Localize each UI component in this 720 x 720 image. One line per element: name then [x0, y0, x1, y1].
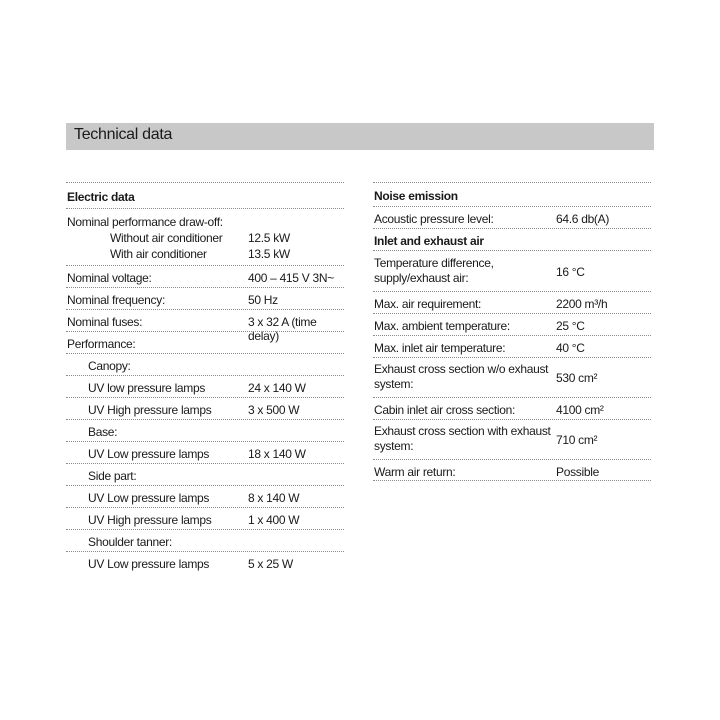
base-label: Base:: [88, 425, 118, 439]
table-row: [66, 529, 344, 551]
table-row: [66, 309, 344, 343]
max-ambient-temp-value: 25 °C: [556, 319, 585, 333]
canopy-uv-low-label: UV low pressure lamps: [88, 381, 206, 395]
side-uv-low-value: 8 x 140 W: [248, 491, 300, 505]
max-air-requirement-label: Max. air requirement:: [374, 297, 482, 311]
table-row: [373, 291, 651, 313]
table-row: [373, 357, 651, 397]
shoulder-uv-low-label: UV Low pressure lamps: [88, 557, 210, 571]
canopy-uv-high-label: UV High pressure lamps: [88, 403, 212, 417]
inlet-exhaust-heading: Inlet and exhaust air: [374, 234, 484, 248]
base-uv-low-value: 18 x 140 W: [248, 447, 306, 461]
max-inlet-temp-label: Max. inlet air temperature:: [374, 341, 506, 355]
canopy-label: Canopy:: [88, 359, 131, 373]
frequency-label: Nominal frequency:: [67, 293, 165, 307]
side-uv-high-label: UV High pressure lamps: [88, 513, 212, 527]
fuses-value: 3 x 32 A (time delay): [248, 315, 317, 343]
table-row: [373, 206, 651, 228]
section-title-bar: [66, 123, 654, 150]
shoulder-tanner-label: Shoulder tanner:: [88, 535, 172, 549]
table-row: [66, 208, 344, 265]
electric-data-heading: Electric data: [67, 190, 135, 204]
table-row: [66, 551, 344, 573]
exhaust-wo-system-value: 530 cm²: [556, 371, 598, 385]
draw-off-label: Nominal performance draw-off:: [67, 215, 223, 229]
exhaust-with-system-label: Exhaust cross section with exhaust system:: [374, 424, 551, 453]
noise-emission-heading: Noise emission: [374, 189, 458, 203]
acoustic-pressure-value: 64.6 db(A): [556, 212, 610, 226]
side-uv-high-value: 1 x 400 W: [248, 513, 300, 527]
table-row: [66, 463, 344, 485]
table-row: [66, 265, 344, 287]
table-row: [373, 182, 651, 206]
exhaust-with-system-value: 710 cm²: [556, 433, 598, 447]
with-ac-label: With air conditioner: [110, 247, 207, 261]
cabin-inlet-value: 4100 cm²: [556, 403, 604, 417]
side-part-label: Side part:: [88, 469, 137, 483]
table-row: [373, 250, 651, 291]
warm-air-return-value: Possible: [556, 465, 599, 479]
table-row: [66, 331, 344, 353]
table-row: [373, 459, 651, 481]
table-row: [373, 313, 651, 335]
table-row: [66, 507, 344, 529]
table-row: [66, 353, 344, 375]
max-inlet-temp-value: 40 °C: [556, 341, 585, 355]
temp-difference-value: 16 °C: [556, 265, 585, 279]
table-row: [373, 397, 651, 419]
base-uv-low-label: UV Low pressure lamps: [88, 447, 210, 461]
side-uv-low-label: UV Low pressure lamps: [88, 491, 210, 505]
warm-air-return-label: Warm air return:: [374, 465, 456, 479]
performance-label: Performance:: [67, 337, 136, 351]
canopy-uv-low-value: 24 x 140 W: [248, 381, 306, 395]
table-row: [373, 419, 651, 459]
voltage-label: Nominal voltage:: [67, 271, 152, 285]
without-ac-label: Without air conditioner: [110, 231, 223, 245]
table-row: [373, 228, 651, 250]
table-row: [66, 375, 344, 397]
fuses-label: Nominal fuses:: [67, 315, 143, 329]
table-row: [66, 287, 344, 309]
frequency-value: 50 Hz: [248, 293, 278, 307]
electric-data-table: [66, 182, 344, 573]
table-row: [66, 419, 344, 441]
cabin-inlet-label: Cabin inlet air cross section:: [374, 403, 516, 417]
with-ac-value: 13.5 kW: [248, 247, 290, 261]
section-title: Technical data: [74, 126, 173, 143]
without-ac-value: 12.5 kW: [248, 231, 290, 245]
table-row: [66, 182, 344, 208]
canopy-uv-high-value: 3 x 500 W: [248, 403, 300, 417]
table-row: [373, 335, 651, 357]
table-row: [66, 441, 344, 463]
max-ambient-temp-label: Max. ambient temperature:: [374, 319, 510, 333]
noise-air-table: [373, 182, 651, 481]
table-row: [66, 397, 344, 419]
temp-difference-label: Temperature difference, supply/exhaust air:: [374, 256, 494, 285]
shoulder-uv-low-value: 5 x 25 W: [248, 557, 293, 571]
acoustic-pressure-label: Acoustic pressure level:: [374, 212, 494, 226]
max-air-requirement-value: 2200 m³/h: [556, 297, 608, 311]
voltage-value: 400 – 415 V 3N~: [248, 271, 334, 285]
exhaust-wo-system-label: Exhaust cross section w/o exhaust system:: [374, 362, 549, 391]
table-row: [66, 485, 344, 507]
